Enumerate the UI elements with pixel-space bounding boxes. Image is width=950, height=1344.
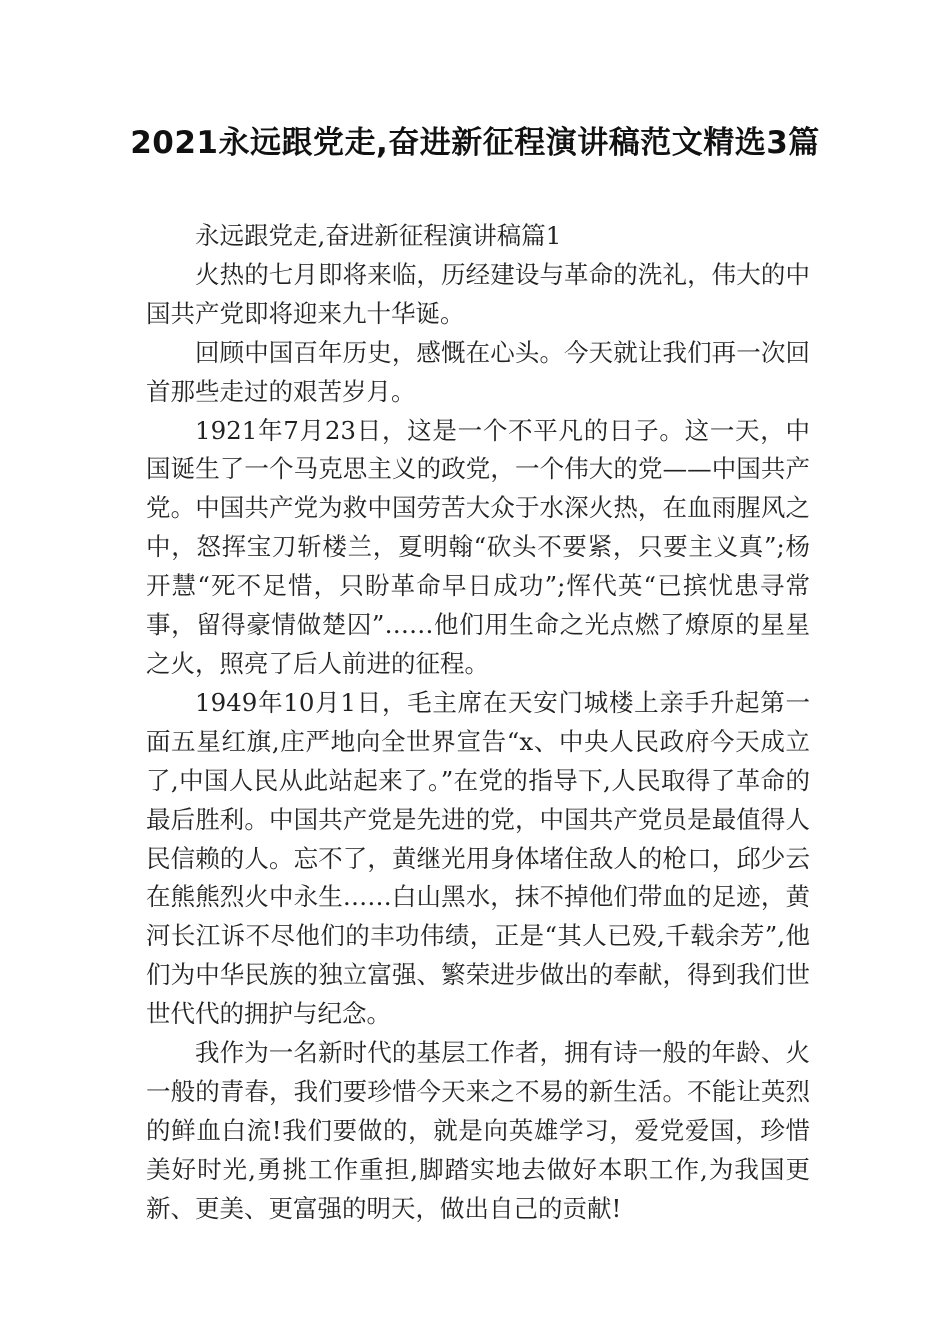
paragraph: 1949年10月1日，毛主席在天安门城楼上亲手升起第一面五星红旗,庄严地向全世界宣告“x、中央人民政府今天成立了,中国人民从此站起来了。”在党的指导下,人民取得了革命的最后胜利。中国共产党是先进的党，中国共产党员是最值得人民信赖的人。忘不了，黄继光用身体堵住敌人的枪口，邱少云在熊熊烈火中永生……白山黑水，抹不掉他们带血的足迹，黄河长江诉不尽他们的丰功伟绩，正是“其人已殁,千载余芳”,他们为中华民族的独立富强、繁荣进步做出的奉献，得到我们世世代代的拥护与纪念。	[146, 687, 810, 1029]
paragraph: 1921年7月23日，这是一个不平凡的日子。这一天，中国诞生了一个马克思主义的政党，一个伟大的党——中国共产党。中国共产党为救中国劳苦大众于水深火热，在血雨腥风之中，怒挥宝刀斩楼兰，夏明翰“砍头不要紧，只要主义真”;杨开慧“死不足惜，只盼革命早日成功”;恽代英“已摈忧患寻常事，留得豪情做楚囚”……他们用生命之光点燃了燎原的星星之火，照亮了后人前进的征程。	[146, 415, 810, 678]
document-body	[146, 217, 810, 1229]
paragraph: 火热的七月即将来临，历经建设与革命的洗礼，伟大的中国共产党即将迎来九十华诞。	[146, 259, 810, 328]
paragraph: 回顾中国百年历史，感慨在心头。今天就让我们再一次回首那些走过的艰苦岁月。	[146, 337, 810, 406]
paragraph-section-heading: 永远跟党走,奋进新征程演讲稿篇1	[195, 221, 562, 250]
paragraph: 我作为一名新时代的基层工作者，拥有诗一般的年龄、火一般的青春，我们要珍惜今天来之不易的新生活。不能让英烈的鲜血白流!我们要做的，就是向英雄学习，爱党爱国，珍惜美好时光,勇挑工作重担,脚踏实地去做好本职工作,为我国更新、更美、更富强的明天，做出自己的贡献!	[146, 1038, 810, 1223]
document-title: 2021永远跟党走,奋进新征程演讲稿范文精选3篇	[130, 125, 820, 161]
